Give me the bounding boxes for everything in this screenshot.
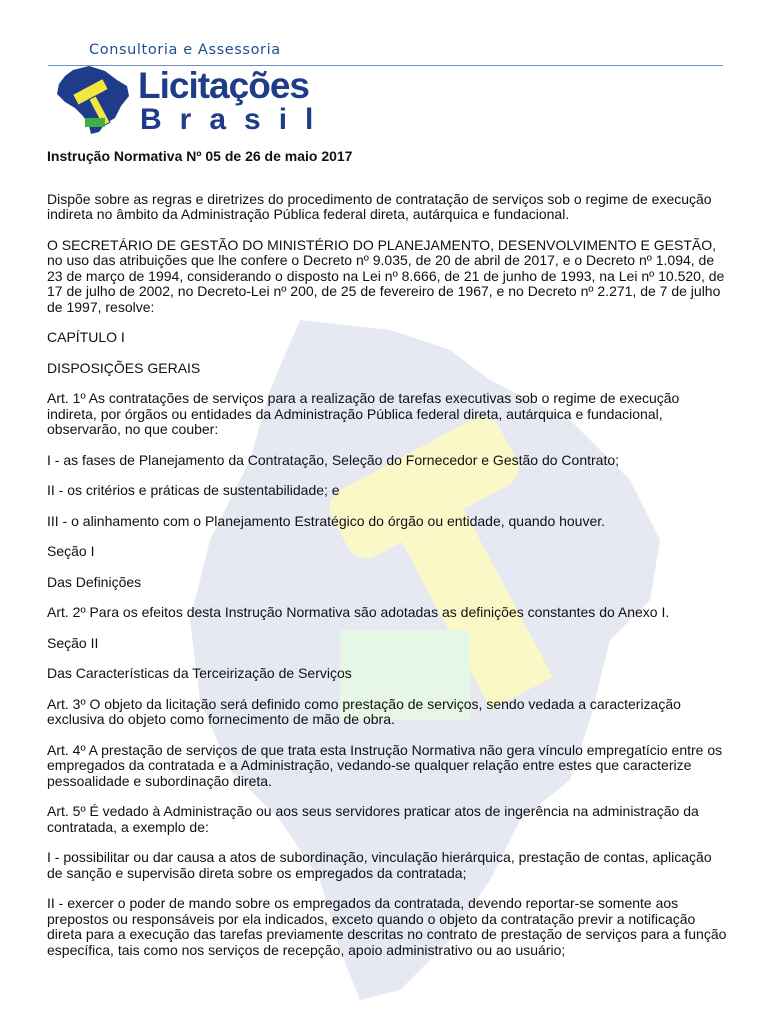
article-paragraph: Art. 1º As contratações de serviços para a realização de tarefas executivas sob o regime de execução indireta, por órgãos ou entidades da Administração Pública federal direta, autárquica e fundacional, observarão, no que couber: bbox=[47, 390, 680, 437]
chapter-title: DISPOSIÇÕES GERAIS bbox=[47, 359, 201, 376]
document-paragraph: O SECRETÁRIO DE GESTÃO DO MINISTÉRIO DO PLANEJAMENTO, DESENVOLVIMENTO E GESTÃO, no uso das atribuições que lhe confere o Decreto nº 9.035, de 20 de abril de 2017, e o Decreto nº 1.094, de 23 de março de 1994, considerando o disposto na Lei nº 8.666, de 21 de junho de 1993, na Lei nº 10.520, de 17 de julho de 2002, no Decreto-Lei nº 200, de 25 de fevereiro de 1967, e no Decreto nº 2.271, de 7 de julho de 1997, resolve: bbox=[47, 236, 725, 315]
chapter-heading: CAPÍTULO I bbox=[47, 329, 125, 345]
section-heading: Seção I bbox=[47, 543, 95, 559]
article-paragraph: Art. 4º A prestação de serviços de que trata esta Instrução Normativa não gera vínculo empregatício entre os empregados da contratada e a Administração, vedando-se qualquer relação entre estes que caracterize pessoalidade e subordinação direta. bbox=[47, 741, 723, 789]
brazil-map-gavel-icon bbox=[55, 64, 130, 136]
section-title: Das Definições bbox=[47, 573, 142, 590]
article-paragraph: Art. 3º O objeto da licitação será definido como prestação de serviços, sendo vedada a caracterização exclusiva do objeto como fornecimento de mão de obra. bbox=[47, 695, 681, 727]
logo-subtitle: Brasil bbox=[140, 103, 332, 136]
document-title: Instrução Normativa Nº 05 de 26 de maio 2017 bbox=[47, 148, 353, 164]
logo-title: Licitações bbox=[138, 65, 309, 106]
section-title: Das Características da Terceirização de Serviços bbox=[47, 665, 352, 681]
section-heading: Seção II bbox=[47, 634, 99, 651]
article-item: I - possibilitar ou dar causa a atos de subordinação, vinculação hierárquica, prestação de contas, aplicação de sanção e supervisão direta sobre os empregados da contratada; bbox=[47, 849, 712, 881]
header-tagline: Consultoria e Assessoria bbox=[89, 42, 281, 58]
document-body bbox=[47, 149, 727, 973]
article-paragraph: Art. 2º Para os efeitos desta Instrução Normativa são adotadas as definições constantes do Anexo I. bbox=[47, 604, 670, 620]
article-item: II - exercer o poder de mando sobre os empregados da contratada, devendo reportar-se somente aos prepostos ou responsáveis por ela indicados, exceto quando o objeto da contratação previr a notificação direta para a execução das tarefas previamente descritas no contrato de prestação de serviços para a função específica, tais como nos serviços de recepção, apoio administrativo ou ao usuário; bbox=[47, 895, 727, 958]
article-item: III - o alinhamento com o Planejamento Estratégico do órgão ou entidade, quando houver. bbox=[47, 512, 606, 529]
article-item: I - as fases de Planejamento da Contratação, Seleção do Fornecedor e Gestão do Contrato; bbox=[47, 451, 620, 468]
article-paragraph: Art. 5º É vedado à Administração ou aos seus servidores praticar atos de ingerência na administração da contratada, a exemplo de: bbox=[47, 803, 699, 835]
article-item: II - os critérios e práticas de sustentabilidade; e bbox=[47, 482, 340, 498]
document-paragraph: Dispõe sobre as regras e diretrizes do procedimento de contratação de serviços sob o regime de execução indireta no âmbito da Administração Pública federal direta, autárquica e fundacional. bbox=[47, 190, 712, 222]
